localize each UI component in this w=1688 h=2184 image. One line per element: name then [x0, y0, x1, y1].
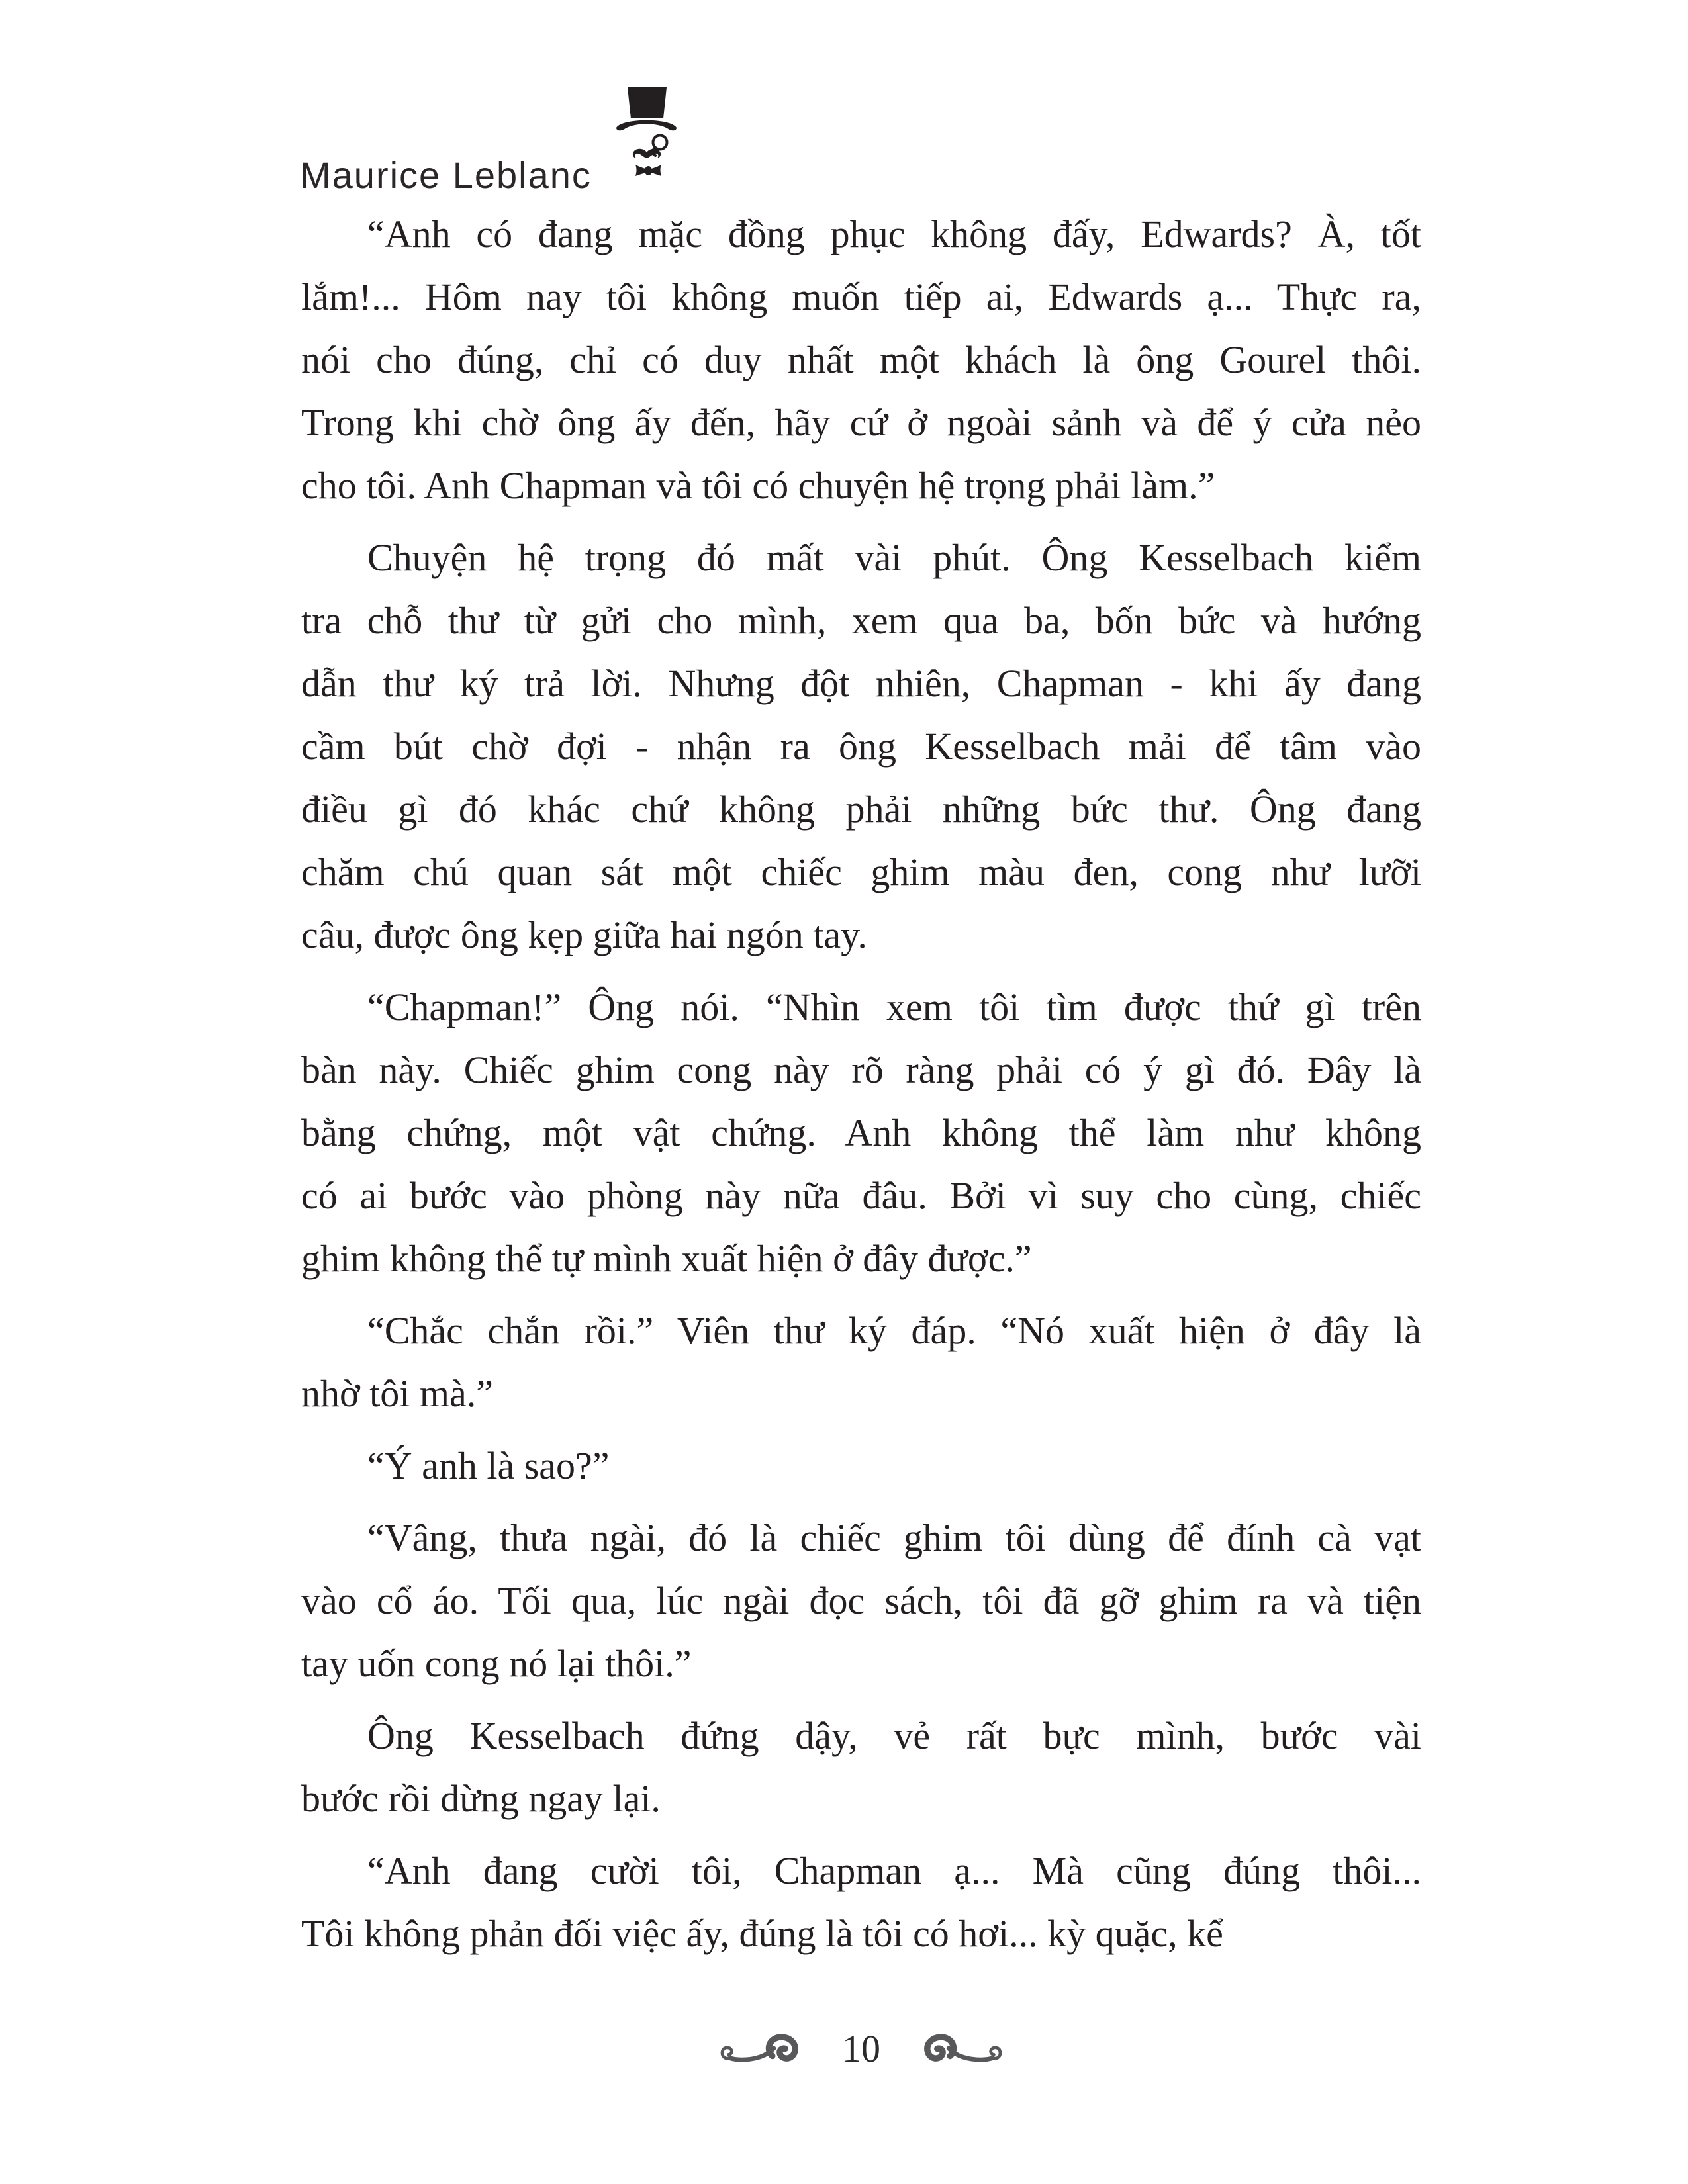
- text-line: điều gì đó khác chứ không phải những bức thư. Ông đang: [301, 788, 1421, 831]
- text-line: tra chỗ thư từ gửi cho mình, xem qua ba, bốn bức và hướng: [301, 599, 1421, 642]
- text-line: vào cổ áo. Tối qua, lúc ngài đọc sách, tôi đã gỡ ghim ra và tiện: [301, 1579, 1421, 1622]
- paragraph: [301, 1506, 1421, 1695]
- text-line: bằng chứng, một vật chứng. Anh không thể làm như không: [301, 1111, 1421, 1154]
- body-text: [301, 203, 1421, 1965]
- paragraph: [301, 976, 1421, 1290]
- text-line: nhờ tôi mà.”: [301, 1372, 493, 1415]
- text-line: Trong khi chờ ông ấy đến, hãy cứ ở ngoài sảnh và để ý cửa nẻo: [301, 401, 1421, 444]
- page-footer: [301, 2029, 1421, 2069]
- paragraph: [301, 526, 1421, 966]
- top-hat-monocle-mustache-bowtie-icon: [616, 87, 677, 176]
- paragraph: [301, 203, 1421, 517]
- text-line: “Anh có đang mặc đồng phục không đấy, Edwards? À, tốt: [367, 212, 1421, 255]
- text-line: “Chapman!” Ông nói. “Nhìn xem tôi tìm được thứ gì trên: [367, 985, 1421, 1028]
- paragraph: [301, 1839, 1421, 1965]
- text-line: bàn này. Chiếc ghim cong này rõ ràng phải có ý gì đó. Đây là: [301, 1048, 1421, 1091]
- text-line: Ông Kesselbach đứng dậy, vẻ rất bực mình, bước vài: [367, 1714, 1421, 1757]
- text-line: chăm chú quan sát một chiếc ghim màu đen, cong như lưỡi: [301, 850, 1421, 893]
- flourish-left-icon: [720, 2033, 804, 2065]
- text-line: Chuyện hệ trọng đó mất vài phút. Ông Kesselbach kiểm: [367, 536, 1421, 579]
- text-line: “Vâng, thưa ngài, đó là chiếc ghim tôi dùng để đính cà vạt: [367, 1516, 1421, 1559]
- text-line: cầm bút chờ đợi - nhận ra ông Kesselbach mải để tâm vào: [301, 725, 1421, 768]
- text-line: “Anh đang cười tôi, Chapman ạ... Mà cũng đúng thôi...: [367, 1849, 1421, 1892]
- text-line: tay uốn cong nó lại thôi.”: [301, 1642, 692, 1685]
- text-line: lắm!... Hôm nay tôi không muốn tiếp ai, Edwards ạ... Thực ra,: [301, 275, 1421, 318]
- page-number: 10: [842, 2027, 880, 2070]
- paragraph: [301, 1704, 1421, 1830]
- paragraph: [301, 1434, 1421, 1497]
- flourish-right-icon: [919, 2033, 1002, 2065]
- paragraph: [301, 1299, 1421, 1425]
- text-line: ghim không thể tự mình xuất hiện ở đây được.”: [301, 1237, 1032, 1280]
- text-line: cho tôi. Anh Chapman và tôi có chuyện hệ trọng phải làm.”: [301, 464, 1215, 507]
- text-line: câu, được ông kẹp giữa hai ngón tay.: [301, 913, 867, 956]
- text-line: nói cho đúng, chỉ có duy nhất một khách là ông Gourel thôi.: [301, 338, 1421, 381]
- text-line: có ai bước vào phòng này nữa đâu. Bởi vì suy cho cùng, chiếc: [301, 1174, 1421, 1217]
- text-line: “Chắc chắn rồi.” Viên thư ký đáp. “Nó xuất hiện ở đây là: [367, 1309, 1421, 1352]
- text-line: “Ý anh là sao?”: [367, 1444, 610, 1487]
- author-name: Maurice Leblanc: [300, 154, 592, 196]
- text-line: dẫn thư ký trả lời. Nhưng đột nhiên, Chapman - khi ấy đang: [301, 662, 1421, 705]
- text-line: Tôi không phản đối việc ấy, đúng là tôi có hơi... kỳ quặc, kể: [301, 1912, 1223, 1955]
- text-line: bước rồi dừng ngay lại.: [301, 1777, 661, 1820]
